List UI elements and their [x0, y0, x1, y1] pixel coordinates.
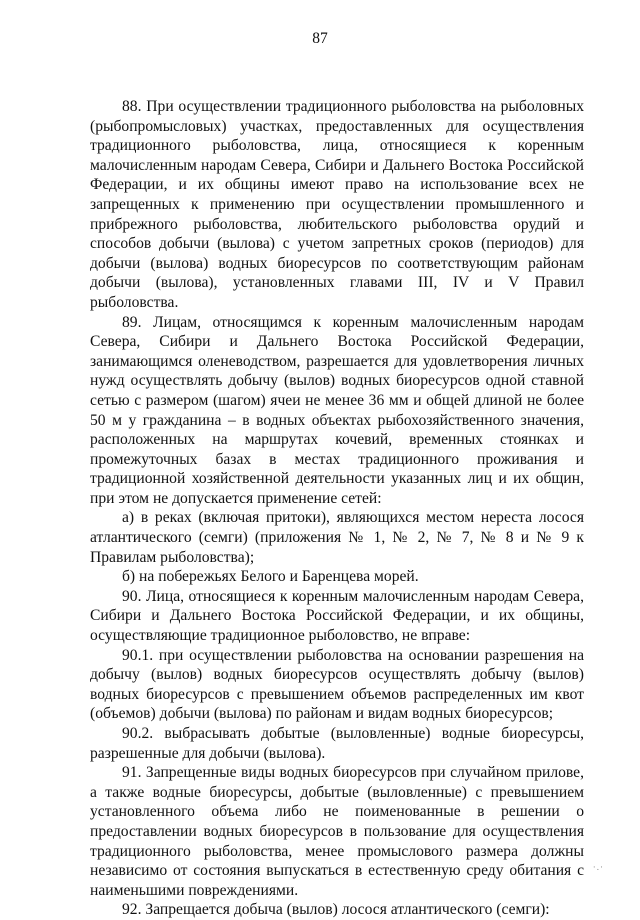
paragraph-89-b: б) на побережьях Белого и Баренцева морей.	[122, 568, 419, 586]
scan-speck-mark: ·.·	[592, 862, 604, 872]
paragraph-89-a: а) в реках (включая притоки), являющихся местом нереста лосося атлантического (семги) (приложения № 1, № 2, № 7, № 8 и № 9 к Правилам рыболовства);	[90, 509, 584, 566]
paragraph-88: 88. При осуществлении традиционного рыболовства на рыболовных (рыбопромысловых) участках, предоставленных для осуществления традиционного рыболовства, лица, относящиеся к коренным малочисленным народам Севера, Сибири и Дальнего Востока Российской Федерации, и их общины имеют право на использование всех не запрещенных к применению при осуществлении промышленного и прибрежного рыболовства, любительского рыболовства орудий и способов добычи (вылова) с учетом запретных сроков (периодов) для добычи (вылова) водных биоресурсов по соответствующим районам добычи (вылова), установленных главами III, IV и V Правил рыболовства.	[90, 98, 584, 311]
document-body	[90, 97, 584, 920]
paragraph-92: 92. Запрещается добыча (вылов) лосося атлантического (семги):	[122, 901, 550, 919]
paragraph-90-1: 90.1. при осуществлении рыболовства на основании разрешения на добычу (вылов) водных биоресурсов осуществлять добычу (вылов) водных биоресурсов с превышением объемов распределенных им квот (объемов) добычи (вылова) по районам и видам водных биоресурсов;	[90, 646, 584, 723]
paragraph-91: 91. Запрещенные виды водных биоресурсов при случайном прилове, а также водные биоресурсы, добытые (выловленные) с превышением установленного объема либо не поименованные в решении о предоставлении водных биоресурсов в пользование для осуществления традиционного рыболовства, менее промыслового размера должны независимо от состояния выпускаться в естественную среду обитания с наименьшими повреждениями.	[90, 764, 584, 899]
paragraph-89: 89. Лицам, относящимся к коренным малочисленным народам Севера, Сибири и Дальнего Востока Российской Федерации, занимающимся оленеводством, разрешается для удовлетворения личных нужд осуществлять добычу (вылов) водных биоресурсов одной ставной сетью с размером (шагом) ячеи не менее 36 мм и общей длиной не более 50 м у гражданина – в водных объектах рыбохозяйственного значения, расположенных на маршрутах кочевий, временных стоянках и промежуточных базах в местах традиционного проживания и традиционной хозяйственной деятельности указанных лиц и их общин, при этом не допускается применение сетей:	[90, 313, 584, 507]
paragraph-90-2: 90.2. выбрасывать добытые (выловленные) водные биоресурсы, разрешенные для добычи (вылова).	[90, 725, 584, 762]
paragraph-90: 90. Лица, относящиеся к коренным малочисленным народам Севера, Сибири и Дальнего Востока Российской Федерации, и их общины, осуществляющие традиционное рыболовство, не вправе:	[90, 587, 584, 645]
page-number: 87	[312, 30, 328, 47]
